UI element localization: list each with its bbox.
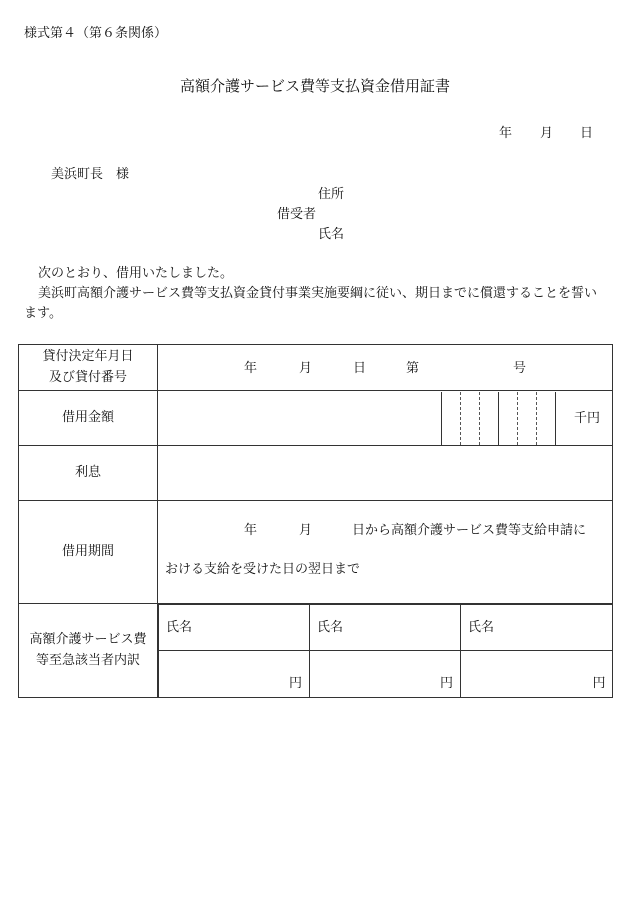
form-number-label: 様式第４（第６条関係） xyxy=(24,26,168,41)
date-month-label: 月 xyxy=(540,126,554,141)
period-value-cell[interactable] xyxy=(158,501,613,604)
decision-day: 日 xyxy=(353,360,367,376)
breakdown-label-line-2: 等至急該当者内訳 xyxy=(35,652,140,668)
breakdown-label-line-1: 高額介護サービス費 xyxy=(29,631,147,647)
decision-month: 月 xyxy=(299,360,313,376)
period-label: 借用期間 xyxy=(19,501,158,604)
body-line-2-continued: ます。 xyxy=(24,306,62,321)
amount-row xyxy=(19,391,613,446)
document-title: 高額介護サービス費等支払資金借用証書 xyxy=(179,77,450,95)
decision-year: 年 xyxy=(244,360,258,376)
breakdown-subtable xyxy=(158,604,613,697)
decision-number-suffix: 号 xyxy=(513,360,527,376)
period-year: 年 xyxy=(244,522,258,538)
body-line-2: 美浜町高額介護サービス費等支払資金貸付事業実施要綱に従い、期日までに償還することを誓い xyxy=(38,286,598,301)
interest-label: 利息 xyxy=(19,446,158,501)
amount-label: 借用金額 xyxy=(19,391,158,446)
decision-label-line-1: 貸付決定年月日 xyxy=(42,348,134,364)
period-text-line-1: 日から高額介護サービス費等支給申請に xyxy=(352,522,587,538)
interest-row xyxy=(19,446,613,501)
decision-label-line-2: 及び貸付番号 xyxy=(48,369,127,385)
decision-value-cell[interactable] xyxy=(158,345,613,391)
loan-form-table xyxy=(18,344,613,698)
breakdown-name-3[interactable]: 氏名 xyxy=(461,605,613,651)
amount-value-cell[interactable] xyxy=(158,391,613,446)
breakdown-name-1[interactable]: 氏名 xyxy=(159,605,310,651)
breakdown-label xyxy=(19,604,158,698)
breakdown-amount-3[interactable]: 円 xyxy=(461,651,613,697)
addressee: 美浜町長 様 xyxy=(51,167,130,182)
breakdown-name-2[interactable]: 氏名 xyxy=(310,605,461,651)
period-month: 月 xyxy=(299,522,313,538)
interest-value-cell[interactable] xyxy=(158,446,613,501)
amount-unit: 千円 xyxy=(574,410,601,426)
borrower-label: 借受者 xyxy=(277,207,317,222)
breakdown-amount-1[interactable]: 円 xyxy=(159,651,310,697)
body-line-1: 次のとおり、借用いたしました。 xyxy=(38,266,234,281)
breakdown-amount-2[interactable]: 円 xyxy=(310,651,461,697)
address-label: 住所 xyxy=(318,187,345,202)
date-year-label: 年 xyxy=(499,126,513,141)
period-row xyxy=(19,501,613,604)
breakdown-row xyxy=(19,604,613,698)
breakdown-cell xyxy=(158,604,613,698)
decision-number-prefix: 第 xyxy=(406,360,420,376)
date-day-label: 日 xyxy=(580,126,594,141)
decision-label xyxy=(19,345,158,391)
period-text-line-2: おける支給を受けた日の翌日まで xyxy=(165,561,361,577)
name-label: 氏名 xyxy=(318,227,345,242)
decision-row xyxy=(19,345,613,391)
amount-digit-grid xyxy=(441,392,556,445)
